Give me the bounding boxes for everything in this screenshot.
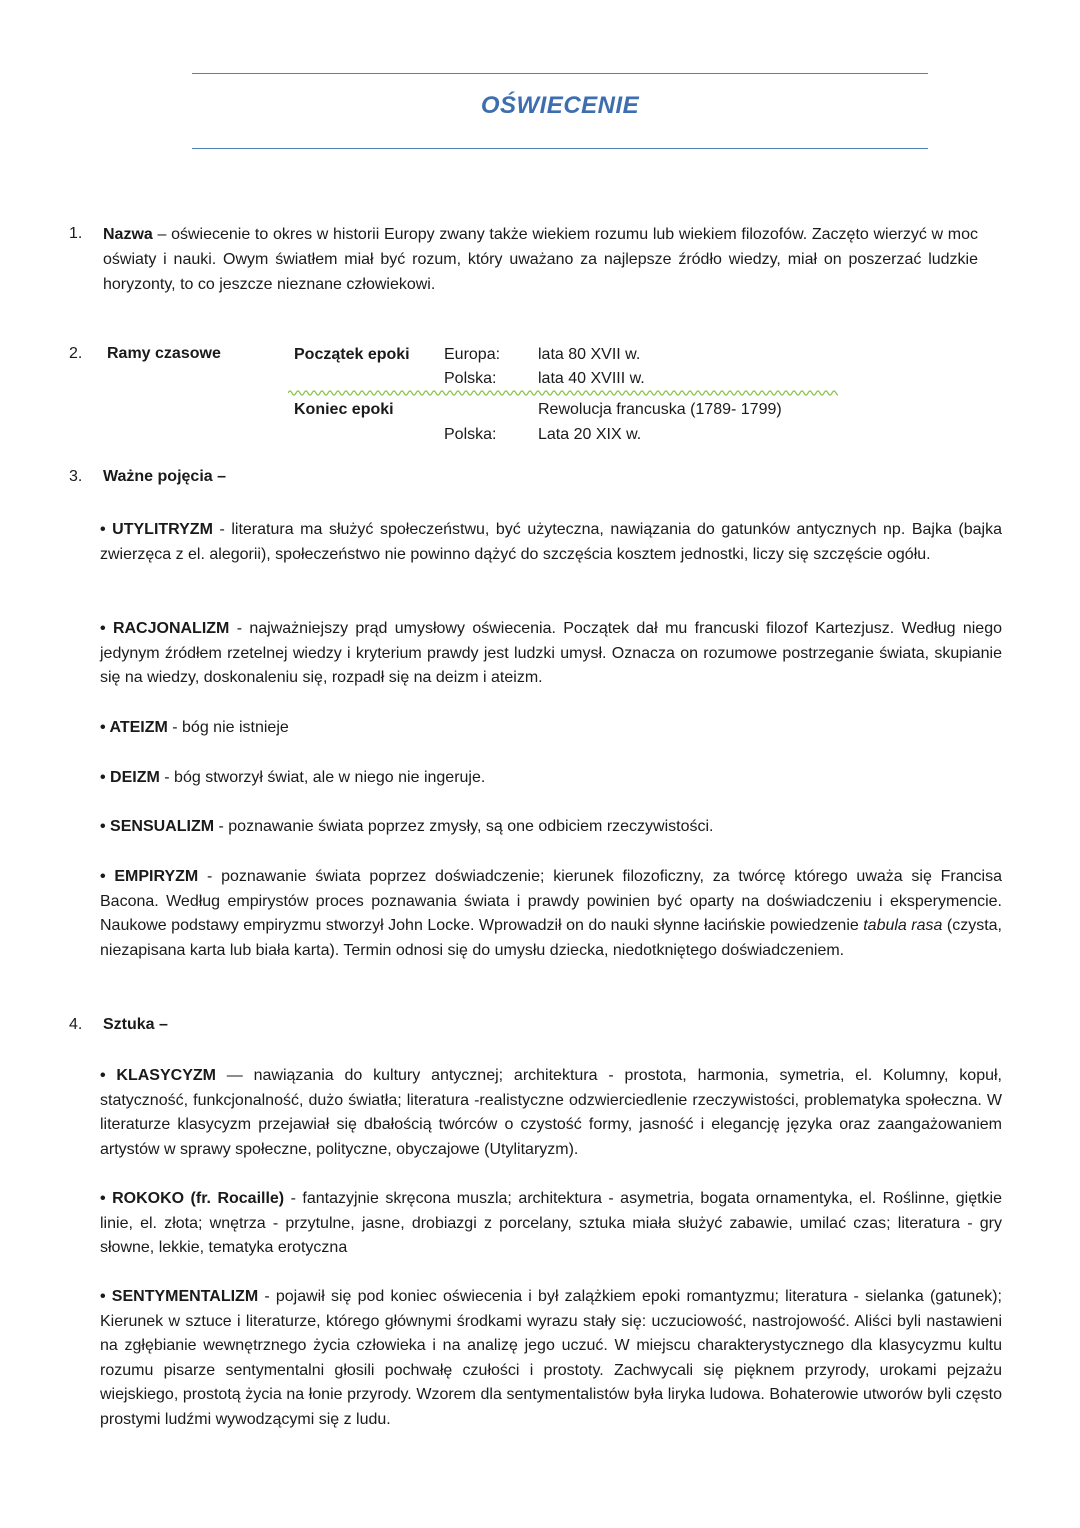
art-term: SENTYMENTALIZM [111,1288,259,1305]
concept-term: EMPIRYZM [114,868,199,885]
concept-text: - bóg stworzył świat, ale w niego nie ingeruje. [159,769,486,786]
page-title: OŚWIECENIE [480,92,640,119]
concept-text-after: (czysta, niezapisana karta lub biała karta). Termin odnosi się do umysłu dziecka, niedotkniętego doświadczeniem. [100,917,1002,959]
section-1-number: 1. [69,225,83,242]
concept-text: - bóg nie istnieje [167,719,289,736]
concept-sensualizm: • SENSUALIZM - poznawanie świata poprzez zmysły, są one odbiciem rzeczywistości. [100,818,714,835]
art-text: - fantazyjnie skręcona muszla; architektura - asymetria, bogata ornamentyka, el. Roślinne, giętkie linie, el. złota; wnętrza - przytulne, jasne, drobiazgi z porcelany, sztuka miała służyć zabawie, umilać czas; literatura - gry słowne, lekkie, tematyka erotyczna [100,1190,1003,1256]
art-term: KLASYCYZM [116,1067,216,1084]
concept-term: UTYLITRYZM [112,521,213,538]
title-rule-top [192,73,928,74]
art-term: ROKOKO (fr. Rocaille) [112,1190,285,1207]
art-sentymentalizm: • SENTYMENTALIZM - pojawił się pod koniec oświecenia i był zalążkiem epoki romantyzmu; literatura - sielanka (gatunek); Kierunek w sztuce i literaturze, którego głównymi środkami wyrazu stały się: uczuciowość, nastrojowość. Aliści byli nastawieni na zgłębianie wewnętrznego życia człowieka i na analizę jego uczuć. W miejscu charakterystycznego dla klasycyzmu kultu rozumu pisarze sentymentalni głosili pochwałę czułości i prostoty. Zachwycali się pięknem przyrody, urokami pejzażu wiejskiego, prostotą życia na łonie przyrody. Wzorem dla sentymentalistów była liryka ludowa. Bohaterowie utworów byli często prostymi ludźmi wywodzącymi się z ludu. [100,1288,1003,1428]
end-poland-value: Lata 20 XIX w. [538,426,642,443]
section-1-paragraph [103,222,978,297]
start-poland-value: lata 40 XVIII w. [538,370,645,387]
concept-term: DEIZM [110,769,160,786]
art-rokoko: • ROKOKO (fr. Rocaille) - fantazyjnie skręcona muszla; architektura - asymetria, bogata ornamentyka, el. Roślinne, giętkie linie, el. złota; wnętrza - przytulne, jasne, drobiazgi z porcelany, sztuka miała służyć zabawie, umilać czas; literatura - gry słowne, lekkie, tematyka erotyczna [100,1190,1003,1256]
concept-italic-phrase: tabula rasa [863,917,943,934]
concept-empiryzm: • EMPIRYZM - poznawanie świata poprzez doświadczenie; kierunek filozoficzny, za twórcę którego uważa się Francisa Bacona. Według empirystów proces poznawania świata i prawdy powinien być oparty na doświadczeniu i eksperymencie. Naukowe podstawy empiryzmu stworzył John Locke. Wprowadził on do nauki słynne łacińskie powiedzenie tabula rasa (czysta, niezapisana karta lub biała karta). Termin odnosi się do umysłu dziecka, niedotkniętego doświadczeniem. [100,868,1003,959]
section-2-number: 2. [69,345,83,362]
art-klasycyzm: • KLASYCYZM — nawiązania do kultury antycznej; architektura - prostota, harmonia, symetria, el. Kolumny, kopuł, statyczność, funkcjonalność, dużo światła; literatura -realistyczne odzwierciedlenie rzeczywistości, problematyka społeczna. W literaturze klasycyzm przejawiał się dbałością twórców o czystość formy, jasność i elegancję języka oraz zaangażowaniem artystów w sprawy społeczne, polityczne, obyczajowe (Utylitaryzm). [100,1067,1002,1158]
section-3-number: 3. [69,468,83,485]
concept-term: SENSUALIZM [110,818,215,835]
title-rule-bottom [192,148,928,149]
concept-term: RACJONALIZM [112,620,230,637]
concept-text: - literatura ma służyć społeczeństwu, być użyteczna, nawiązania do gatunków antycznych np. Bajka (bajka zwierzęca z el. alegorii), społeczeństwo nie powinno dążyć do szczęścia kosztem jednostki, liczy się szczęście ogółu. [100,521,1003,563]
art-text: — nawiązania do kultury antycznej; architektura - prostota, harmonia, symetria, el. Kolumny, kopuł, statyczność, funkcjonalność, dużo światła; literatura -realistyczne odzwierciedlenie rzeczywistości, problematyka społeczna. W literaturze klasycyzm przejawiał się dbałością twórców o czystość formy, jasność i elegancję języka oraz zaangażowaniem artystów w sprawy społeczne, polityczne, obyczajowe (Utylitaryzm). [100,1067,1002,1158]
section-2-heading: Ramy czasowe [107,345,221,362]
concept-term: ATEIZM [109,719,168,736]
start-epoch-label: Początek epoki [294,346,410,363]
concept-deizm: • DEIZM - bóg stworzył świat, ale w niego nie ingeruje. [100,769,486,786]
art-text: - pojawił się pod koniec oświecenia i był zalążkiem epoki romantyzmu; literatura - sielanka (gatunek); Kierunek w sztuce i literaturze, którego głównymi środkami wyrazu stały się: uczuciowość, nastrojowość. Aliści byli nastawieni na zgłębianie wewnętrznego życia człowieka i na analizę jego uczuć. W miejscu charakterystycznego dla klasycyzmu kultu rozumu pisarze sentymentalni głosili pochwałę czułości i prostoty. Zachwycali się pięknem przyrody, urokami pejzażu wiejskiego, prostotą życia na łonie przyrody. Wzorem dla sentymentalistów była liryka ludowa. Bohaterowie utworów byli często prostymi ludźmi wywodzącymi się z ludu. [100,1288,1003,1428]
concept-text: - najważniejszy prąd umysłowy oświecenia. Początek dał mu francuski filozof Kartezjusz. Według niego jedynym źródłem rzetelnej wiedzy i kryterium prawdy jest ludzki umysł. Oznacza on rozumowe postrzeganie świata, skupianie się na wiedzy, doskonaleniu się, rozpadł się na deizm i ateizm. [100,620,1002,686]
section-4-heading: Sztuka – [103,1016,168,1033]
end-epoch-label: Koniec epoki [294,401,394,418]
start-europe-value: lata 80 XVII w. [538,346,641,363]
section-4-number: 4. [69,1016,83,1033]
end-epoch-value: Rewolucja francuska (1789- 1799) [538,401,782,418]
end-poland-label: Polska: [444,426,497,443]
section-1-heading: Nazwa [103,226,153,243]
concept-ateizm: • ATEIZM - bóg nie istnieje [100,719,289,736]
start-europe-label: Europa: [444,346,501,363]
concept-text: - poznawanie świata poprzez zmysły, są one odbiciem rzeczywistości. [214,818,714,835]
section-3-heading: Ważne pojęcia – [103,468,226,485]
concept-utylitaryzm: • UTYLITRYZM - literatura ma służyć społeczeństwu, być użyteczna, nawiązania do gatunków antycznych np. Bajka (bajka zwierzęca z el. alegorii), społeczeństwo nie powinno dążyć do szczęścia kosztem jednostki, liczy się szczęście ogółu. [100,521,1003,563]
concept-text-before: - poznawanie świata poprzez doświadczenie; kierunek filozoficzny, za twórcę którego uważa się Francisa Bacona. Według empirystów proces poznawania świata i prawdy powinien być oparty na doświadczeniu i eksperymencie. Naukowe podstawy empiryzmu stworzył John Locke. Wprowadził on do nauki słynne łacińskie powiedzenie [100,868,1003,934]
squiggle-divider [288,389,838,397]
concept-racjonalizm: • RACJONALIZM - najważniejszy prąd umysłowy oświecenia. Początek dał mu francuski filozof Kartezjusz. Według niego jedynym źródłem rzetelnej wiedzy i kryterium prawdy jest ludzki umysł. Oznacza on rozumowe postrzeganie świata, skupianie się na wiedzy, doskonaleniu się, rozpadł się na deizm i ateizm. [100,620,1002,686]
start-poland-label: Polska: [444,370,497,387]
section-1-text: – oświecenie to okres w historii Europy zwany także wiekiem rozumu lub wiekiem filozofów. Zaczęto wierzyć w moc oświaty i nauki. Owym światłem miał być rozum, który uważano za najlepsze źródło wiedzy, miał on poszerzać ludzkie horyzonty, to co jeszcze nieznane człowiekowi. [103,226,978,293]
